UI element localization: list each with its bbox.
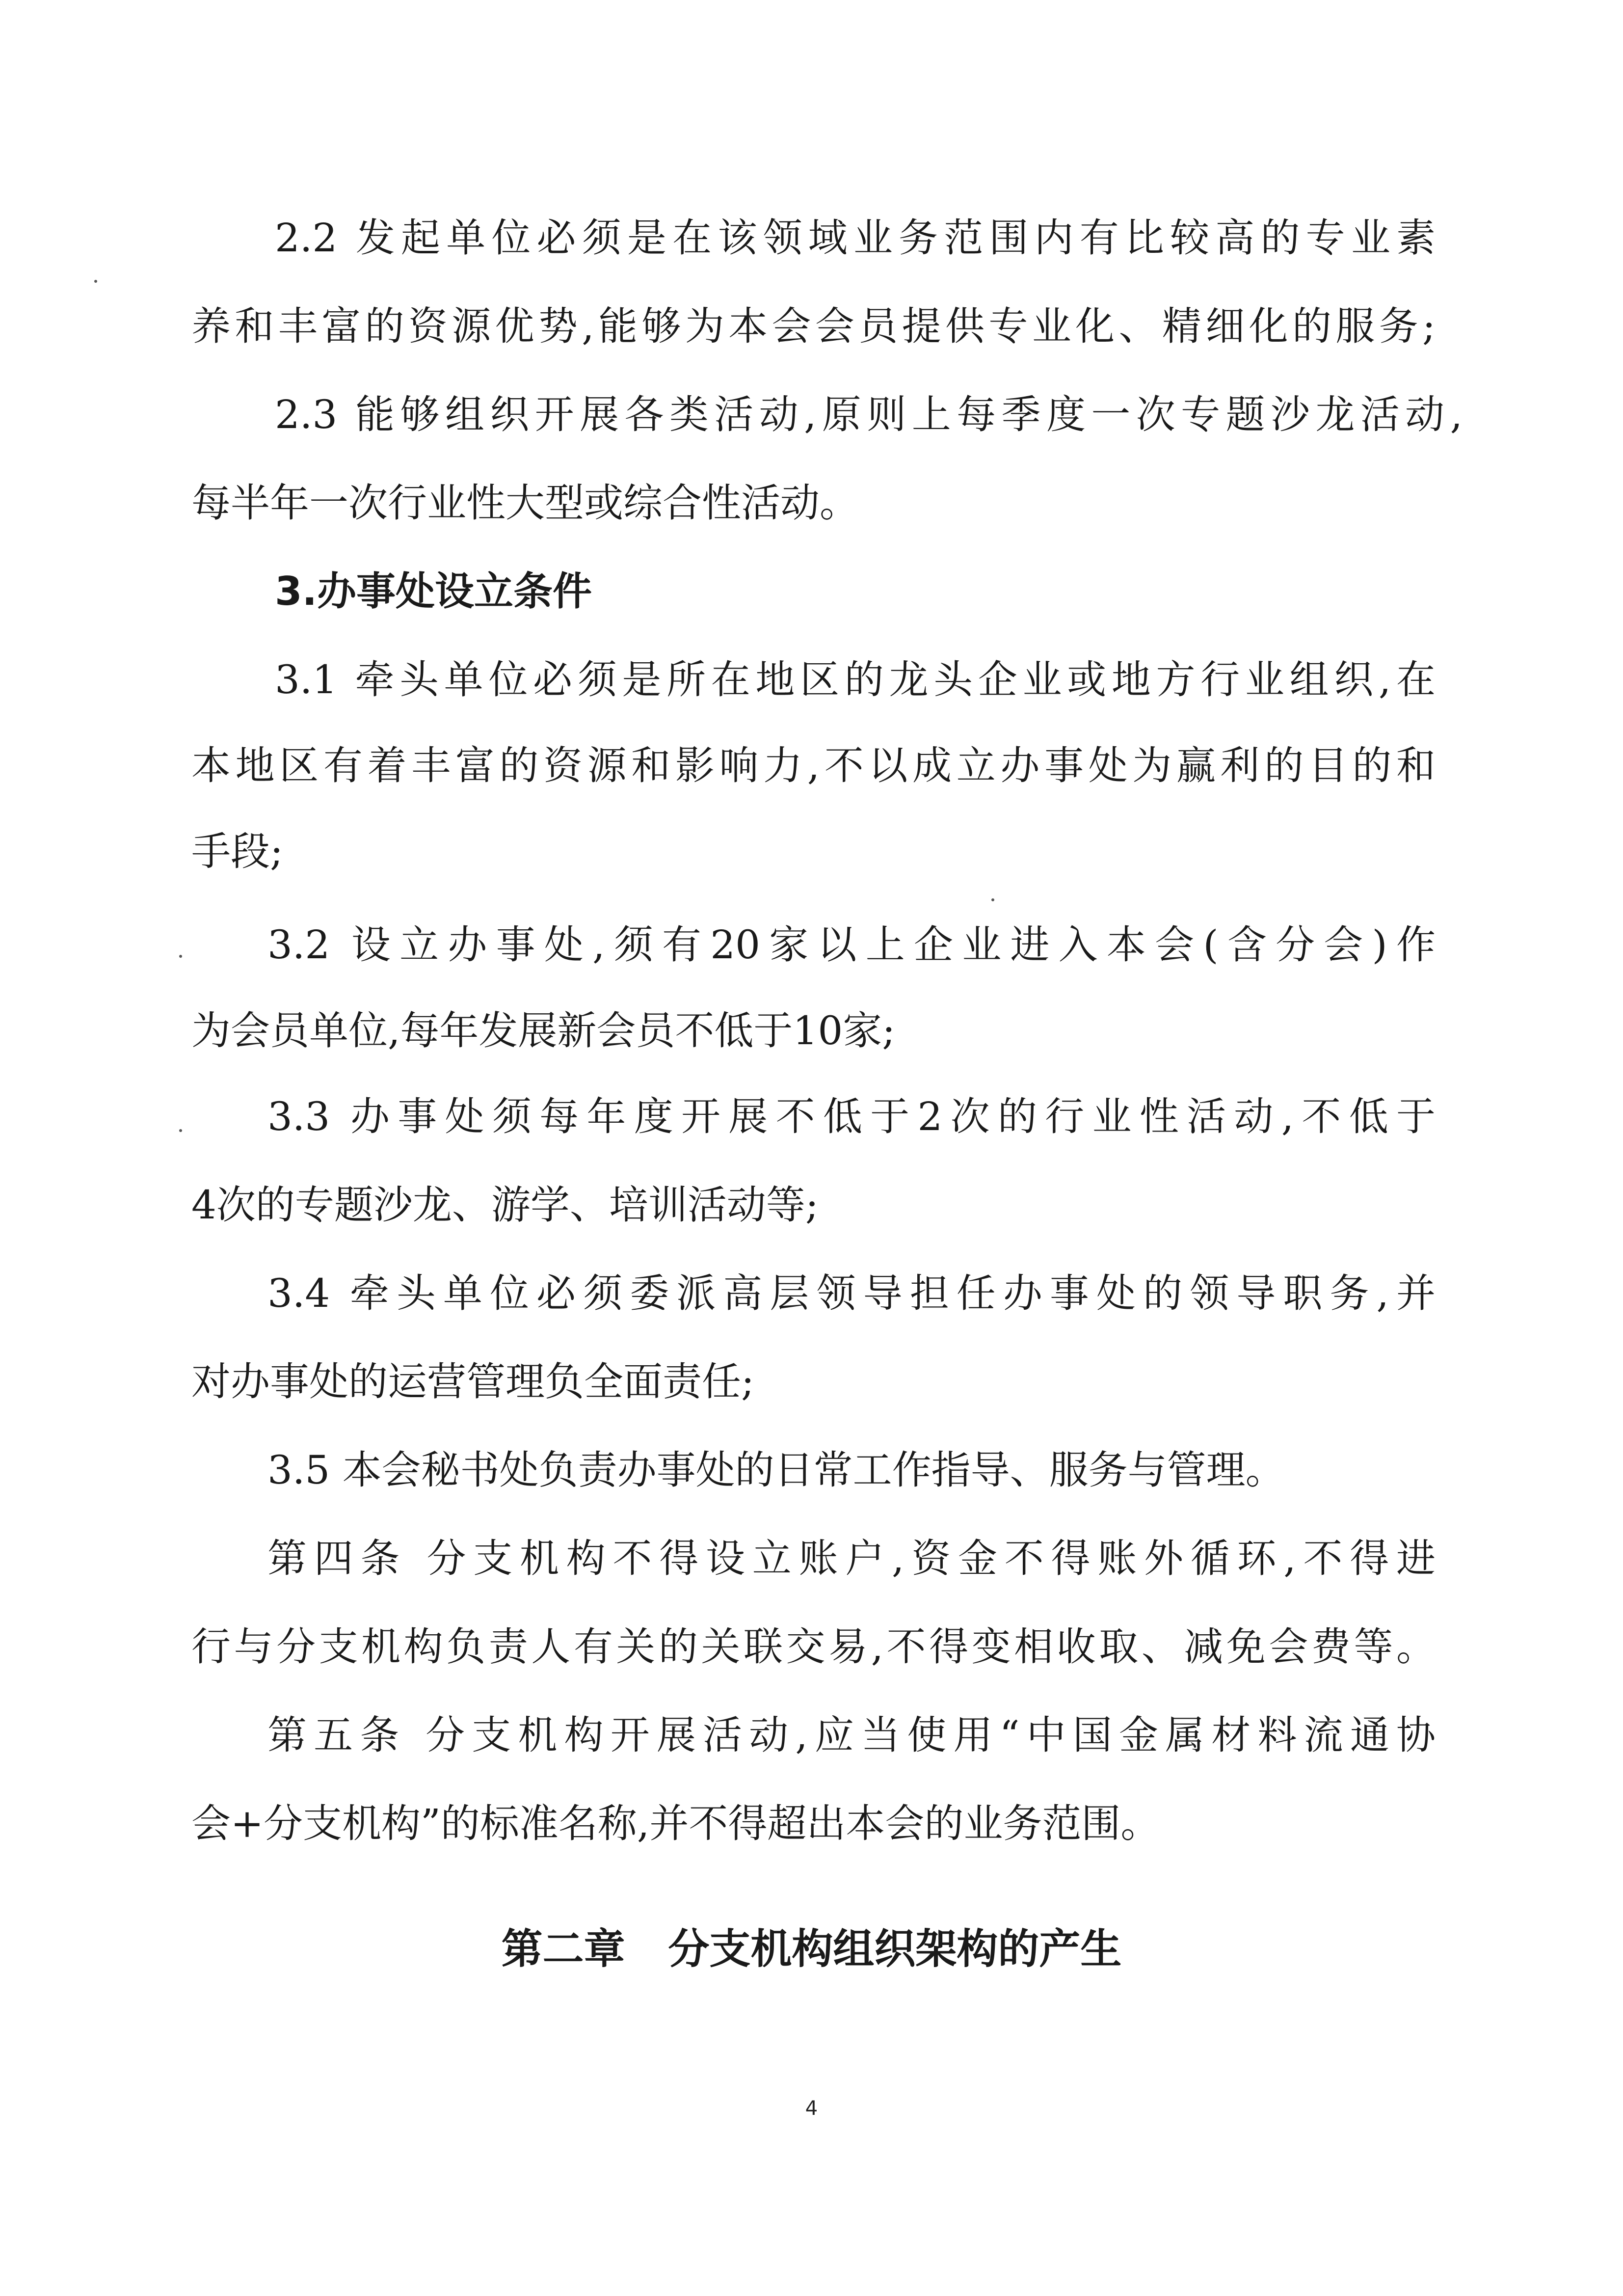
paragraph-3-4-line-1: 3.4 牵头单位必须委派高层领导担任办事处的领导职务,并 xyxy=(267,1270,1436,1316)
scan-speck xyxy=(179,1129,182,1132)
paragraph-3-5: 3.5 本会秘书处负责办事处的日常工作指导、服务与管理。 xyxy=(267,1447,1285,1493)
paragraph-3-2-line-1: 3.2 设立办事处,须有20家以上企业进入本会(含分会)作 xyxy=(267,922,1436,968)
article-5-line-2: 会+分支机构”的标准名称,并不得超出本会的业务范围。 xyxy=(191,1801,1160,1846)
chapter-title: 第二章 分支机构组织架构的产生 xyxy=(501,1925,1122,1973)
scan-speck xyxy=(991,898,994,901)
article-4-line-2: 行与分支机构负责人有关的关联交易,不得变相收取、减免会费等。 xyxy=(191,1624,1436,1670)
scan-speck xyxy=(179,955,182,958)
article-5-line-1: 第五条 分支机构开展活动,应当使用“中国金属材料流通协 xyxy=(267,1712,1436,1758)
paragraph-2-3-line-1: 2.3 能够组织开展各类活动,原则上每季度一次专题沙龙活动, xyxy=(275,392,1463,437)
paragraph-2-3-line-2: 每半年一次行业性大型或综合性活动。 xyxy=(191,480,859,526)
paragraph-3-1-line-3: 手段; xyxy=(191,829,283,874)
article-4-line-1: 第四条 分支机构不得设立账户,资金不得账外循环,不得进 xyxy=(267,1536,1436,1581)
paragraph-3-3-line-1: 3.3 办事处须每年度开展不低于2次的行业性活动,不低于 xyxy=(267,1094,1436,1139)
paragraph-2-2-line-1: 2.2 发起单位必须是在该领域业务范围内有比较高的专业素 xyxy=(275,215,1436,261)
scan-speck xyxy=(94,280,97,283)
paragraph-3-2-line-2: 为会员单位,每年发展新会员不低于10家; xyxy=(191,1008,896,1053)
page-number: 4 xyxy=(805,2097,818,2120)
paragraph-2-2-line-2: 养和丰富的资源优势,能够为本会会员提供专业化、精细化的服务; xyxy=(191,303,1436,349)
paragraph-3-4-line-2: 对办事处的运营管理负全面责任; xyxy=(191,1359,754,1405)
paragraph-3-1-line-2: 本地区有着丰富的资源和影响力,不以成立办事处为赢利的目的和 xyxy=(191,743,1436,788)
section-heading-office-conditions: 3.办事处设立条件 xyxy=(275,568,592,614)
paragraph-3-3-line-2: 4次的专题沙龙、游学、培训活动等; xyxy=(191,1182,819,1228)
paragraph-3-1-line-1: 3.1 牵头单位必须是所在地区的龙头企业或地方行业组织,在 xyxy=(275,657,1436,702)
